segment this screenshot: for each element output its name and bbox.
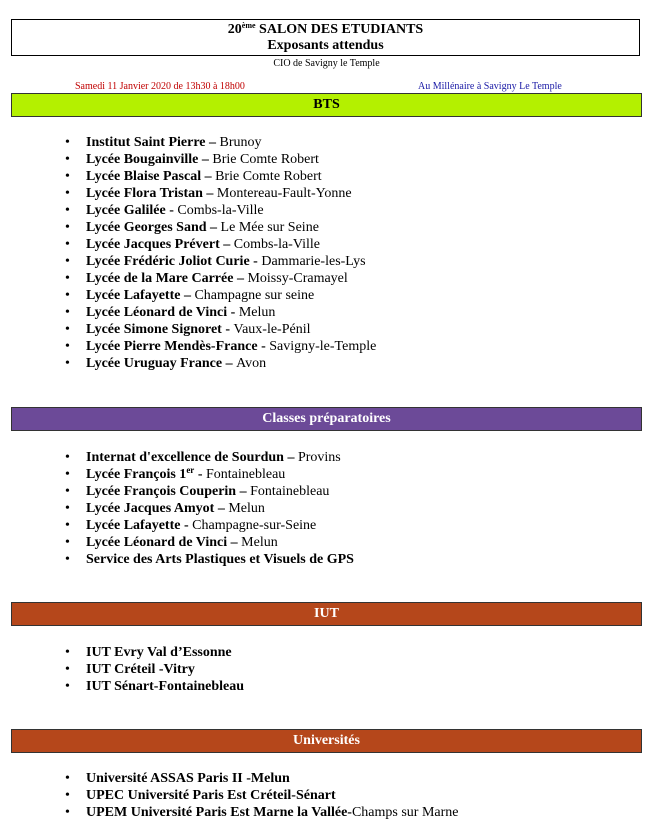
exhibitor-location: Melun [238,305,276,320]
event-title [12,22,639,38]
bullet-icon: • [65,322,70,337]
list-item [0,483,354,500]
exhibitor-location: Fontainebleau [250,484,330,499]
edition-number: 20 [227,22,242,37]
exhibitor-name: Lycée Galilée [86,203,166,218]
exhibitor-name: Lycée Simone Signoret [86,322,222,337]
list-item [0,338,376,355]
exhibitor-location: Provins [297,450,341,465]
list-item [0,787,459,804]
bullet-icon: • [65,645,70,660]
list-item [0,644,244,661]
exhibitor-location: Melun [241,535,278,550]
section-heading-prep: Classes préparatoires [11,407,642,431]
separator: – [198,152,213,167]
list-item [0,236,376,253]
bullet-icon: • [65,535,70,550]
exhibitor-name: Lycée Blaise Pascal [86,169,202,184]
exhibitor-name: Lycée François Couperin [86,484,237,499]
title-box [11,19,640,56]
bullet-icon: • [65,356,70,371]
bullet-icon: • [65,305,70,320]
list-item [0,304,376,321]
list-item [0,287,376,304]
exhibitor-name: Service des Arts Plastiques et Visuels de GPS [86,552,354,567]
section-heading-univ: Universités [11,729,642,753]
bullet-icon: • [65,552,70,567]
exhibitor-name: Lycée Frédéric Joliot Curie [86,254,250,269]
event-subtitle: Exposants attendus [267,38,384,53]
bullet-icon: • [65,203,70,218]
exhibitor-name: UPEC Université Paris Est Créteil-Sénart [86,788,336,803]
list-item [0,500,354,517]
exhibitor-location: Savigny-le-Temple [269,339,377,354]
exhibitor-name: Lycée de la Mare Carrée [86,271,234,286]
exhibitor-name: Lycée Léonard de Vinci [86,535,228,550]
bullet-icon: • [65,186,70,201]
bullet-icon: • [65,339,70,354]
separator: - [194,467,206,482]
exhibitor-location: Dammarie-les-Lys [261,254,366,269]
exhibitor-name: Lycée Flora Tristan [86,186,203,201]
bullet-icon: • [65,254,70,269]
bullet-icon: • [65,135,70,150]
list-item [0,661,244,678]
separator: – [283,450,298,465]
bullet-icon: • [65,288,70,303]
separator: – [236,484,251,499]
list-item [0,321,376,338]
prep-list [0,449,354,568]
list-item [0,219,376,236]
separator: - [180,518,193,533]
bullet-icon: • [65,662,70,677]
separator: – [214,501,229,516]
separator: - [221,322,234,337]
bullet-icon: • [65,220,70,235]
bullet-icon: • [65,237,70,252]
exhibitor-name: Lycée Lafayette [86,518,181,533]
event-date: Samedi 11 Janvier 2020 de 13h30 à 18h00 [75,81,245,92]
exhibitor-name: Lycée Léonard de Vinci [86,305,228,320]
bullet-icon: • [65,771,70,786]
exhibitor-name: Internat d'excellence de Sourdun [86,450,284,465]
list-item [0,804,459,821]
exhibitor-name: IUT Evry Val d’Essonne [86,645,232,660]
exhibitor-location: Montereau-Fault-Yonne [216,186,352,201]
exhibitor-location: Vaux-le-Pénil [233,322,311,337]
list-item [0,151,376,168]
list-item [0,202,376,219]
separator: - [165,203,178,218]
separator: – [233,271,248,286]
bullet-icon: • [65,271,70,286]
separator: – [206,220,221,235]
list-item [0,355,376,372]
bts-list [0,134,376,372]
list-item [0,134,376,151]
exhibitor-name: Lycée Uruguay France [86,356,223,371]
exhibitor-name: UPEM Université Paris Est Marne la Vallée- [86,805,352,820]
list-item [0,270,376,287]
list-item [0,534,354,551]
list-item [0,517,354,534]
exhibitor-location: Le Mée sur Seine [220,220,319,235]
exhibitor-name: Lycée Lafayette [86,288,181,303]
bullet-icon: • [65,152,70,167]
separator: – [219,237,234,252]
exhibitor-name: Lycée Jacques Amyot [86,501,215,516]
event-venue: Au Millénaire à Savigny Le Temple [418,81,562,92]
bullet-icon: • [65,169,70,184]
list-item [0,253,376,270]
list-item [0,168,376,185]
exhibitor-name: Université ASSAS Paris II -Melun [86,771,290,786]
list-item [0,770,459,787]
list-item [0,185,376,202]
iut-list [0,644,244,695]
separator: – [227,535,242,550]
bullet-icon: • [65,679,70,694]
separator: - [249,254,262,269]
separator: - [257,339,270,354]
exhibitor-name: Institut Saint Pierre [86,135,206,150]
exhibitor-location: Fontainebleau [205,467,286,482]
section-heading-bts: BTS [11,93,642,117]
edition-suffix: ème [241,21,256,30]
exhibitor-name: IUT Créteil -Vitry [86,662,195,677]
list-item [0,466,354,483]
bullet-icon: • [65,805,70,820]
exhibitor-location: Combs-la-Ville [177,203,264,218]
bullet-icon: • [65,467,70,482]
separator: - [227,305,239,320]
exhibitor-location: Champagne-sur-Seine [192,518,317,533]
exhibitor-name: Lycée François 1 [86,467,187,482]
separator: – [205,135,220,150]
event-name: SALON DES ETUDIANTS [259,22,424,37]
exhibitor-location: Combs-la-Ville [233,237,320,252]
bullet-icon: • [65,450,70,465]
separator: – [222,356,237,371]
section-heading-iut: IUT [11,602,642,626]
exhibitor-location: Avon [236,356,267,371]
exhibitor-name: IUT Sénart-Fontainebleau [86,679,245,694]
exhibitor-location: Brunoy [219,135,262,150]
exhibitor-location: Brie Comte Robert [212,152,319,167]
exhibitor-location: Brie Comte Robert [215,169,322,184]
exhibitor-location: Melun [228,501,265,516]
separator: – [201,169,216,184]
bullet-icon: • [65,484,70,499]
separator: – [180,288,195,303]
exhibitor-name: Lycée Pierre Mendès-France [86,339,258,354]
exhibitor-name: Lycée Jacques Prévert [86,237,220,252]
list-item [0,551,354,568]
separator: – [202,186,217,201]
bullet-icon: • [65,788,70,803]
univ-list [0,770,459,821]
list-item [0,678,244,695]
list-item [0,449,354,466]
bullet-icon: • [65,518,70,533]
bullet-icon: • [65,501,70,516]
organizer: CIO de Savigny le Temple [273,58,380,69]
exhibitor-name: Lycée Bougainville [86,152,199,167]
exhibitor-location: Champs sur Marne [351,805,459,820]
exhibitor-location: Champagne sur seine [194,288,315,303]
exhibitor-name: Lycée Georges Sand [86,220,207,235]
exhibitor-location: Moissy-Cramayel [247,271,348,286]
exhibitor-name-superscript: er [186,465,195,475]
